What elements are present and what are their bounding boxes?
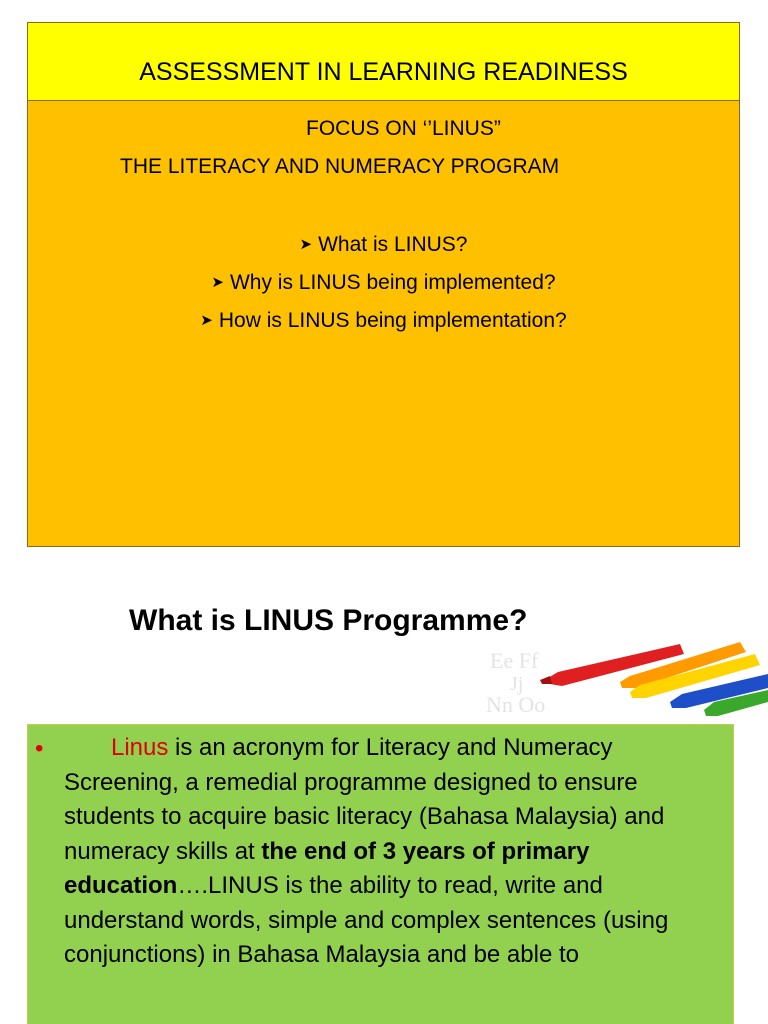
slide-2-heading: What is LINUS Programme? bbox=[129, 604, 528, 637]
definition-text-part2: ….LINUS is the ability to read, write and understand words, simple and complex sentences (using conjunctions) in Bahasa Malaysia and be able to bbox=[64, 872, 669, 968]
program-line: THE LITERACY AND NUMERACY PROGRAM bbox=[120, 155, 560, 178]
svg-text:Ee Ff: Ee Ff bbox=[490, 648, 539, 673]
question-text: What is LINUS? bbox=[318, 233, 468, 256]
svg-text:Jj: Jj bbox=[510, 673, 524, 695]
bullet-dot-icon: • bbox=[35, 735, 44, 762]
arrow-bullet-icon: ➤ bbox=[299, 236, 313, 253]
slide-2-content-box bbox=[27, 724, 734, 1024]
crayons-icon bbox=[470, 630, 768, 720]
focus-line: FOCUS ON ‘’LINUS” bbox=[306, 117, 501, 140]
arrow-bullet-icon: ➤ bbox=[211, 274, 224, 291]
arrow-bullet-icon: ➤ bbox=[200, 312, 213, 329]
slide-1-title: ASSESSMENT IN LEARNING READINESS bbox=[139, 58, 628, 86]
slide-1-title-bar bbox=[28, 23, 739, 101]
definition-emphasis: the end of 3 years of primary education bbox=[64, 837, 590, 899]
question-item bbox=[28, 302, 739, 340]
svg-text:Nn Oo: Nn Oo bbox=[486, 692, 546, 717]
question-list bbox=[28, 226, 739, 340]
question-text: Why is LINUS being implemented? bbox=[229, 271, 556, 294]
question-text: How is LINUS being implementation? bbox=[218, 309, 567, 332]
definition-text-part1: is an acronym for Literacy and Numeracy Screening, a remedial programme designed to ensure students to acquire basic literacy (Bahasa Malaysia) and numeracy skills at bbox=[64, 734, 665, 865]
slide-1 bbox=[27, 22, 740, 547]
question-item bbox=[28, 264, 739, 302]
question-item bbox=[28, 226, 739, 264]
linus-keyword: Linus bbox=[111, 734, 169, 761]
linus-definition bbox=[64, 731, 729, 973]
